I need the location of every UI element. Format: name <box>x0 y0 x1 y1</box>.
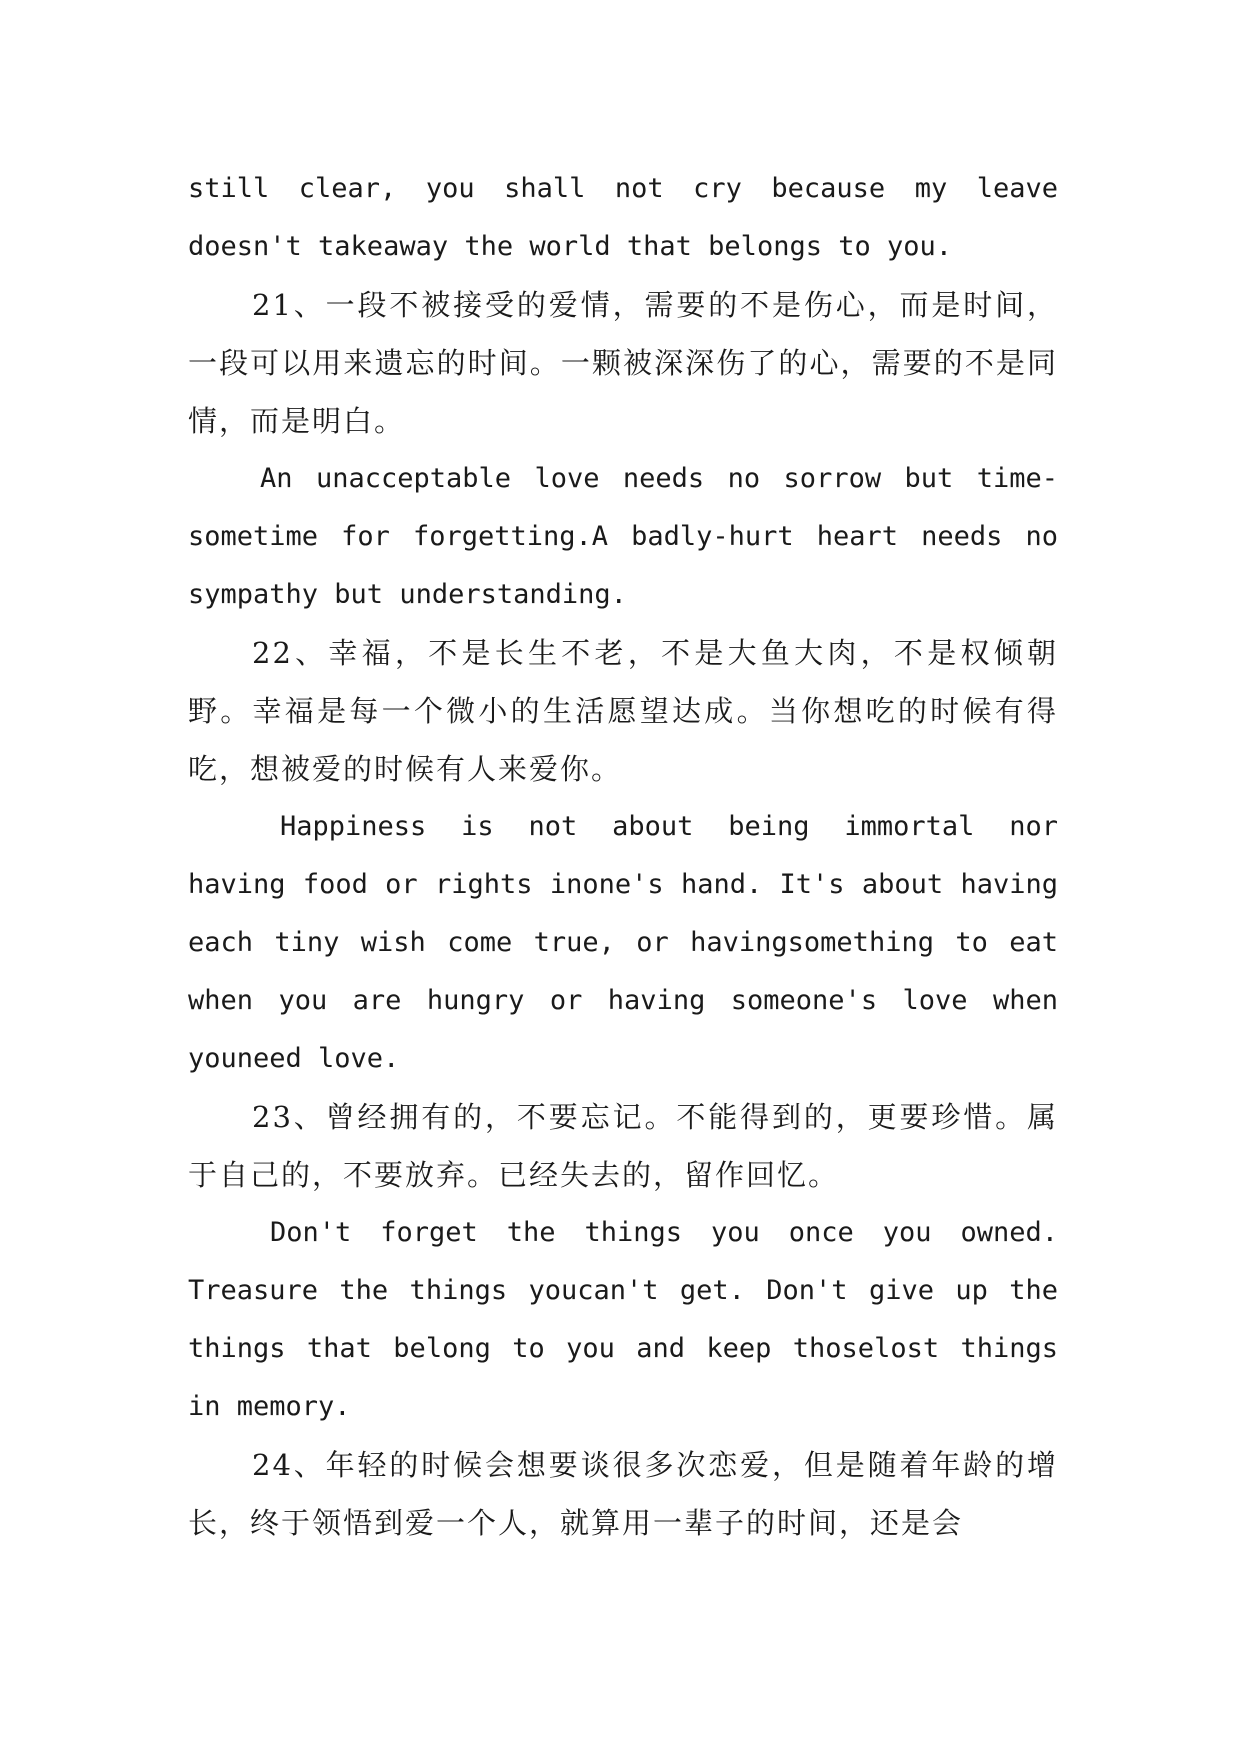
paragraph-21-english: An unacceptable love needs no sorrow but time-sometime for forgetting.A badly-hurt heart needs no sympathy but understanding. <box>188 463 1058 610</box>
paragraph-24-chinese: 24、年轻的时候会想要谈很多次恋爱，但是随着年龄的增长，终于领悟到爱一个人，就算用一辈子的时间，还是会 <box>188 1448 1058 1540</box>
paragraph-23-chinese: 23、曾经拥有的，不要忘记。不能得到的，更要珍惜。属于自己的，不要放弃。已经失去的，留作回忆。 <box>188 1100 1058 1192</box>
paragraph-22-english: Happiness is not about being immortal nor having food or rights inone's hand. It's about having each tiny wish come true, or havingsomething to eat when you are hungry or having someone's love when youneed love. <box>188 811 1058 1074</box>
paragraph-22-chinese: 22、幸福，不是长生不老，不是大鱼大肉，不是权倾朝野。幸福是每一个微小的生活愿望达成。当你想吃的时候有得吃，想被爱的时候有人来爱你。 <box>188 636 1058 786</box>
paragraph-20-english-continued: still clear, you shall not cry because my leave doesn't takeaway the world that belongs to you. <box>188 173 1058 262</box>
paragraph-23-english: Don't forget the things you once you owned. Treasure the things youcan't get. Don't give up the things that belong to you and keep thoselost things in memory. <box>188 1217 1058 1422</box>
paragraph-21-chinese: 21、一段不被接受的爱情，需要的不是伤心，而是时间，一段可以用来遗忘的时间。一颗被深深伤了的心，需要的不是同情，而是明白。 <box>188 288 1058 438</box>
document-body <box>188 160 1058 1552</box>
